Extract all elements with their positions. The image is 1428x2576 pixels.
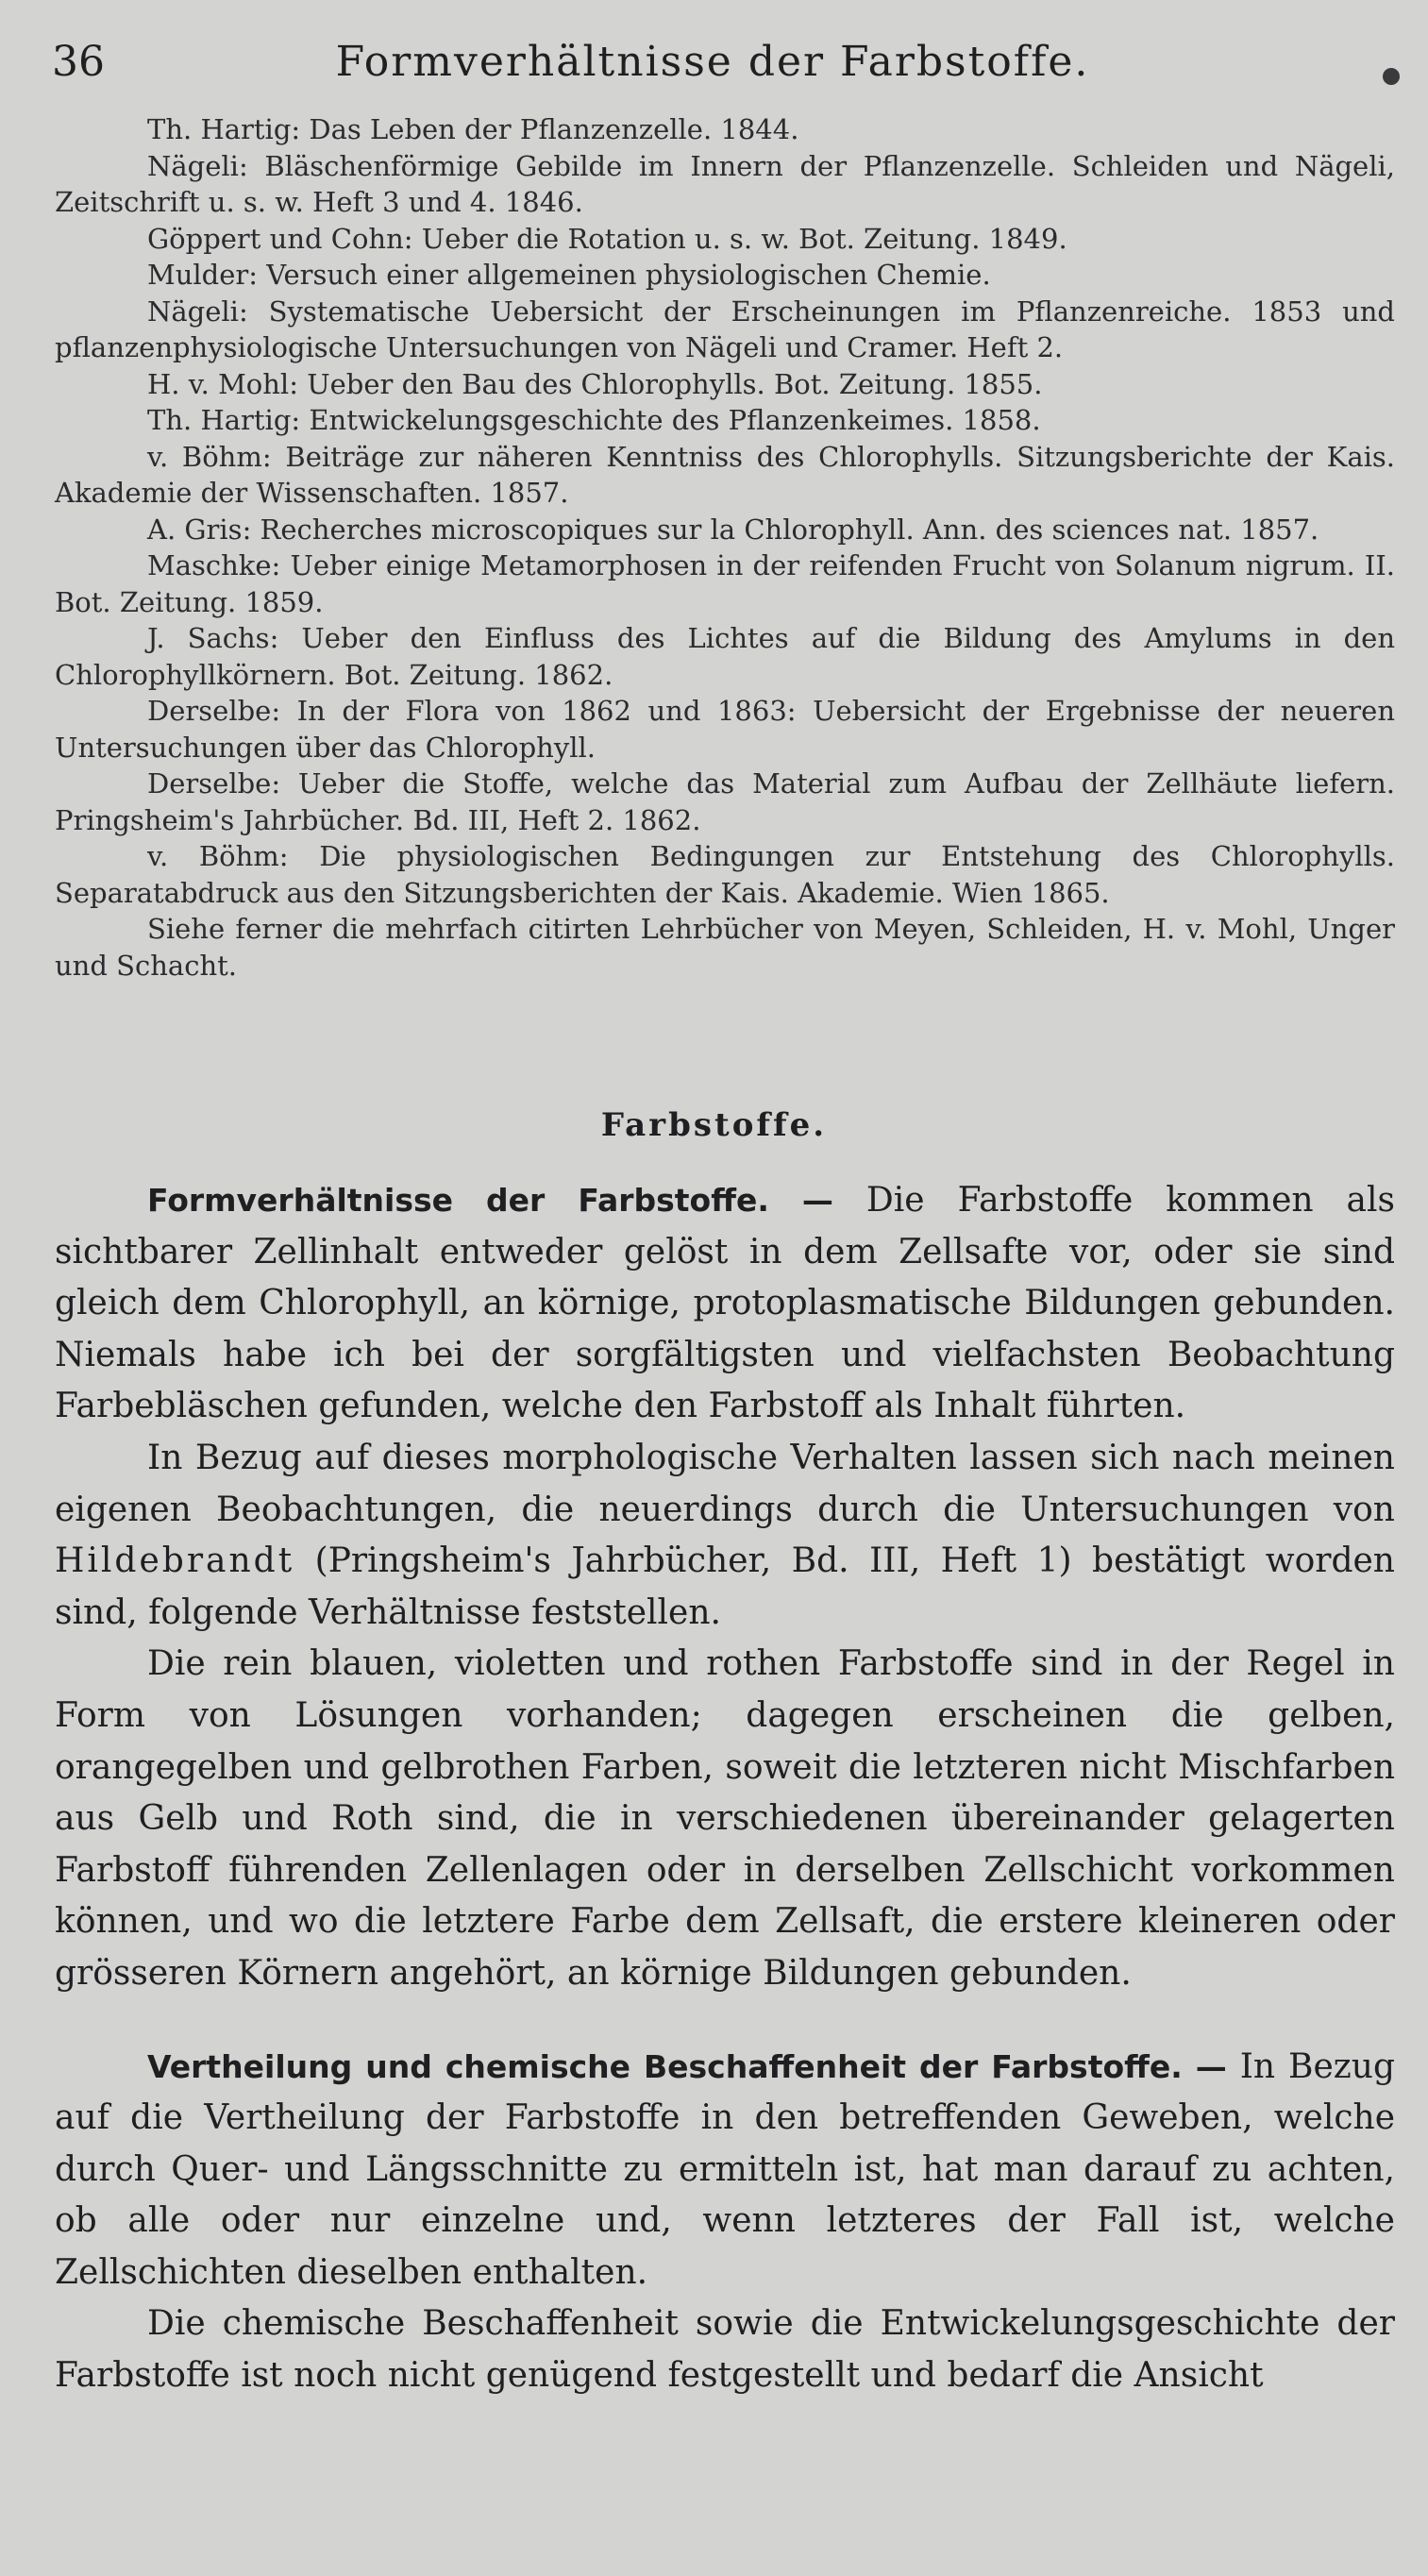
bibliography-entry: Siehe ferner die mehrfach citirten Lehrbücher von Meyen, Schleiden, H. v. Mohl, Unger und Schacht. [55, 913, 1395, 982]
paragraph-text: Die rein blauen, violetten und rothen Farbstoffe sind in der Regel in Form von Lösungen vorhanden; dagegen erscheinen die gelben, orangegelben und gelbrothen Farben, soweit die letzteren nicht Mischfarben aus Gelb und Roth sind, die in verschiedenen übereinander gelagerten Farbstoff führenden Zellenlagen oder in derselben Zellschicht vorkommen können, und wo die letztere Farbe dem Zellsaft, die erstere kleineren oder grösseren Körnern angehört, an körnige Bildungen gebunden. [55, 1644, 1395, 1993]
bibliography-entry: J. Sachs: Ueber den Einfluss des Lichtes auf die Bildung des Amylums in den Chlorophyllkörnern. Bot. Zeitung. 1862. [55, 622, 1395, 691]
running-title: Formverhältnisse der Farbstoffe. [335, 38, 1090, 86]
body-text [55, 1175, 1395, 2402]
bibliography-entry: v. Böhm: Die physiologischen Bedingungen zur Entstehung des Chlorophylls. Separatabdruck aus den Sitzungsberichten der Kais. Akademie. Wien 1865. [55, 840, 1395, 909]
bibliography-entry: Mulder: Versuch einer allgemeinen physiologischen Chemie. [147, 259, 991, 291]
bibliography-entry: Th. Hartig: Das Leben der Pflanzenzelle. 1844. [147, 113, 799, 145]
page-header [52, 38, 1373, 94]
bibliography-list [55, 111, 1395, 984]
run-in-heading: Formverhältnisse der Farbstoffe. — [147, 1182, 833, 1219]
bibliography-entry: Nägeli: Bläschenförmige Gebilde im Innern der Pflanzenzelle. Schleiden und Nägeli, Zeitschrift u. s. w. Heft 3 und 4. 1846. [55, 149, 1395, 218]
paragraph-text: Die chemische Beschaffenheit sowie die Entwickelungsgeschichte der Farbstoffe ist noch nicht genügend festgestellt und bedarf die Ansicht [55, 2304, 1395, 2396]
bibliography-entry: A. Gris: Recherches microscopiques sur la Chlorophyll. Ann. des sciences nat. 1857. [147, 513, 1319, 546]
paragraph [55, 1433, 1395, 1639]
bibliography-entry: Nägeli: Systematische Uebersicht der Erscheinungen im Pflanzenreiche. 1853 und pflanzenphysiologische Untersuchungen von Nägeli und Cramer. Heft 2. [55, 295, 1395, 363]
bibliography-entry: Th. Hartig: Entwickelungsgeschichte des Pflanzenkeimes. 1858. [147, 404, 1041, 436]
bibliography-entry: Göppert und Cohn: Ueber die Rotation u. s. w. Bot. Zeitung. 1849. [147, 222, 1067, 255]
paragraph-text: Die Farbstoffe kommen als sichtbarer Zellinhalt entweder gelöst in dem Zellsafte vor, oder sie sind gleich dem Chlorophyll, an körnige, protoplasmatische Bildungen gebunden. Niemals habe ich bei der sorgfältigsten und vielfachsten Beobachtung Farbebläschen gefunden, welche den Farbstoff als Inhalt führten. [55, 1181, 1395, 1426]
paragraph [55, 2298, 1395, 2401]
paragraph-text: In Bezug auf dieses morphologische Verhalten lassen sich nach meinen eigenen Beobachtungen, die neuerdings durch die Untersuchungen von [55, 1438, 1395, 1529]
paragraph [55, 1639, 1395, 1999]
bibliography-entry: v. Böhm: Beiträge zur näheren Kenntniss des Chlorophylls. Sitzungsberichte der Kais. Akademie der Wissenschaften. 1857. [55, 440, 1395, 509]
bibliography-entry: Maschke: Ueber einige Metamorphosen in der reifenden Frucht von Solanum nigrum. II. Bot. Zeitung. 1859. [55, 549, 1395, 618]
paragraph-text: In Bezug auf die Vertheilung der Farbstoffe in den betreffenden Geweben, welche durch Quer- und Längsschnitte zu ermitteln ist, hat man darauf zu achten, ob alle oder nur einzelne und, wenn letzteres der Fall ist, welche Zellschichten dieselben enthalten. [55, 2046, 1395, 2292]
bibliography-entry: Derselbe: In der Flora von 1862 und 1863: Uebersicht der Ergebnisse der neueren Untersuchungen über das Chlorophyll. [55, 695, 1395, 764]
bibliography-entry: H. v. Mohl: Ueber den Bau des Chlorophylls. Bot. Zeitung. 1855. [147, 367, 1043, 400]
paragraph [55, 1175, 1395, 1433]
author-name: Hildebrandt [55, 1541, 295, 1581]
ink-smudge [1383, 68, 1400, 85]
bibliography-entry: Derselbe: Ueber die Stoffe, welche das Material zum Aufbau der Zellhäute liefern. Pringsheim's Jahrbücher. Bd. III, Heft 2. 1862. [55, 767, 1395, 836]
section-heading: Farbstoffe. [600, 1106, 828, 1144]
page-number: 36 [52, 38, 105, 86]
paragraph [55, 2042, 1395, 2299]
paragraph-text: (Pringsheim's Jahrbücher, Bd. III, Heft 1) bestätigt worden sind, folgende Verhältnisse feststellen. [55, 1541, 1395, 1632]
run-in-heading: Vertheilung und chemische Beschaffenheit der Farbstoffe. — [147, 2047, 1227, 2085]
